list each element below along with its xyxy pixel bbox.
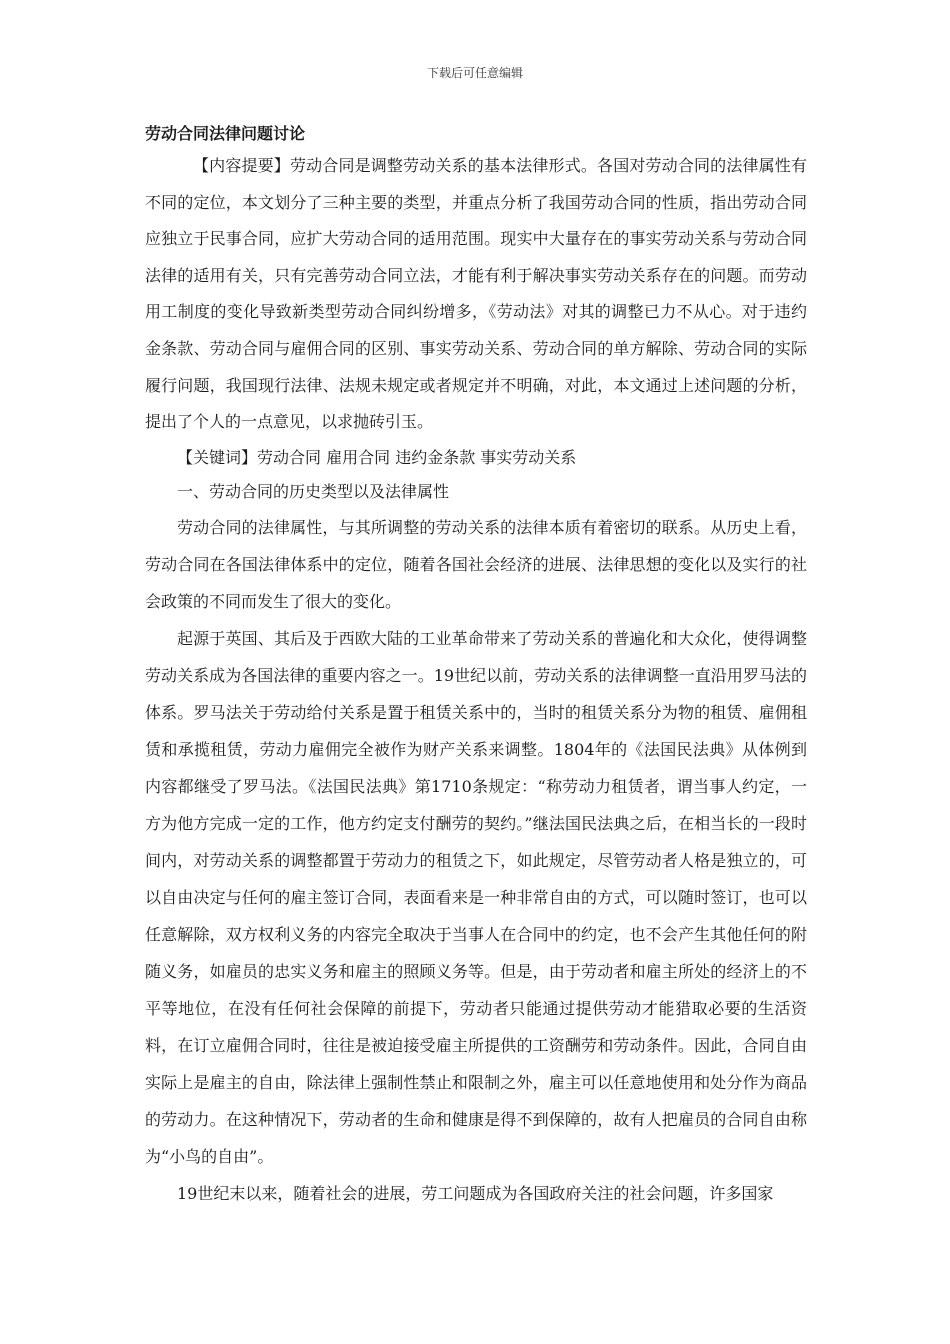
body-paragraph: 起源于英国、其后及于西欧大陆的工业革命带来了劳动关系的普遍化和大众化，使得调整劳动关系成为各国法律的重要内容之一。19世纪以前，劳动关系的法律调整一直沿用罗马法的体系。罗马法关于劳动给付关系是置于租赁关系中的，当时的租赁关系分为物的租赁、雇佣租赁和承揽租赁，劳动力雇佣完全被作为财产关系来调整。1804年的《法国民法典》从体例到内容都继受了罗马法。《法国民法典》第1710条规定：“称劳动力租赁者，谓当事人约定，一方为他方完成一定的工作，他方约定支付酬劳的契约。”继法国民法典之后，在相当长的一段时间内，对劳动关系的调整都置于劳动力的租赁之下，如此规定，尽管劳动者人格是独立的，可以自由决定与任何的雇主签订合同，表面看来是一种非常自由的方式，可以随时签订，也可以任意解除，双方权利义务的内容完全取决于当事人在合同中的约定，也不会产生其他任何的附随义务，如雇员的忠实义务和雇主的照顾义务等。但是，由于劳动者和雇主所处的经济上的不平等地位，在没有任何社会保障的前提下，劳动者只能通过提供劳动才能猎取必要的生活资料，在订立雇佣合同时，往往是被迫接受雇主所提供的工资酬劳和劳动条件。因此，合同自由实际上是雇主的自由，除法律上强制性禁止和限制之外，雇主可以任意地使用和处分作为商品的劳动力。在这种情况下，劳动者的生命和健康是得不到保障的，故有人把雇员的合同自由称为“小鸟的自由”。 xyxy=(145,628,807,1166)
abstract-text: 劳动合同是调整劳动关系的基本法律形式。各国对劳动合同的法律属性有不同的定位，本文划分了三种主要的类型，并重点分析了我国劳动合同的性质，指出劳动合同应独立于民事合同，应扩大劳动合同的适用范围。现实中大量存在的事实劳动关系与劳动合同法律的适用有关，只有完善劳动合同立法，才能有利于解决事实劳动关系存在的问题。而劳动用工制度的变化导致新类型劳动合同纠纷增多，《劳动法》对其的调整已力不从心。对于违约金条款、劳动合同与雇佣合同的区别、事实劳动关系、劳动合同的单方解除、劳动合同的实际履行问题，我国现行法律、法规未规定或者规定并不明确，对此，本文通过上述问题的分析，提出了个人的一点意见，以求抛砖引玉。 xyxy=(145,156,807,432)
keywords-label: 【关键词】 xyxy=(177,447,258,467)
keywords-text: 劳动合同 雇用合同 违约金条款 事实劳动关系 xyxy=(257,447,577,467)
body-paragraph: 19世纪末以来，随着社会的进展，劳工问题成为各国政府关注的社会问题，许多国家 xyxy=(177,1183,774,1203)
abstract-label: 【内容提要】 xyxy=(193,156,290,175)
document-body xyxy=(145,120,807,1212)
page-header-note: 下载后可任意编辑 xyxy=(426,66,523,80)
section-heading: 一、劳动合同的历史类型以及法律属性 xyxy=(177,481,450,501)
keywords-paragraph xyxy=(145,441,807,475)
abstract-paragraph xyxy=(145,148,807,441)
body-paragraph: 劳动合同的法律属性，与其所调整的劳动关系的法律本质有着密切的联系。从历史上看，劳动合同在各国法律体系中的定位，随着各国社会经济的进展、法律思想的变化以及实行的社会政策的不同而发生了很大的变化。 xyxy=(145,517,807,611)
document-title: 劳动合同法律问题讨论 xyxy=(145,124,306,143)
